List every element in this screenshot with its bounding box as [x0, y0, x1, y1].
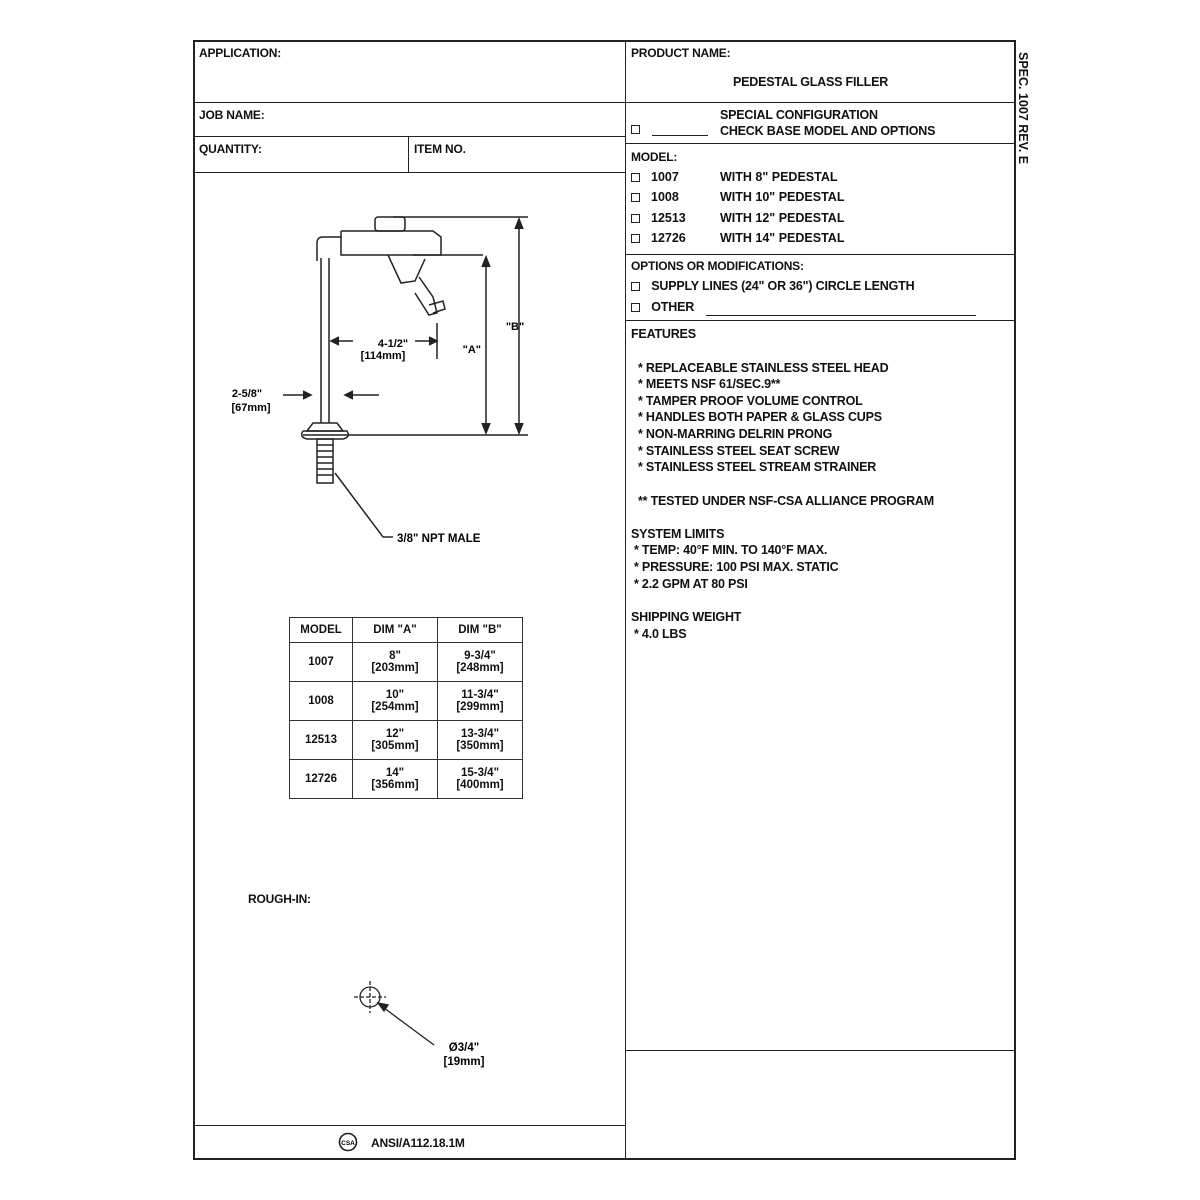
spec-id: SPEC. 1007 REV. E	[1016, 52, 1030, 165]
table-header-cell: DIM "B"	[438, 618, 523, 643]
model-code: 12726	[651, 231, 686, 245]
dim-a-value: 10"	[385, 689, 405, 701]
table-cell-dim-b	[438, 760, 523, 799]
option-other[interactable]	[631, 300, 694, 314]
dimension-table	[289, 617, 523, 799]
feature-item: * STAINLESS STEEL SEAT SCREW	[638, 444, 840, 458]
table-cell-dim-a	[353, 760, 438, 799]
system-limit-item: * PRESSURE: 100 PSI MAX. STATIC	[634, 560, 839, 574]
dim-b-value: 15-3/4"	[460, 767, 500, 779]
center-divider	[625, 40, 626, 1160]
special-config-line1: SPECIAL CONFIGURATION	[720, 108, 878, 122]
divider	[193, 1125, 625, 1126]
job-name-label: JOB NAME:	[199, 108, 265, 122]
divider	[625, 1050, 1016, 1051]
dim-width-label: 4-1/2"	[377, 338, 409, 350]
table-cell-dim-b	[438, 682, 523, 721]
features-label: FEATURES	[631, 327, 696, 341]
model-option[interactable]	[631, 211, 845, 225]
dim-a-value: 14"	[385, 767, 405, 779]
model-code: 12513	[651, 211, 686, 225]
dim-a-mm: [305mm]	[371, 740, 419, 752]
system-limit-item: * 2.2 GPM AT 80 PSI	[634, 577, 748, 591]
options-label: OPTIONS OR MODIFICATIONS:	[631, 259, 804, 273]
dim-a-mm: [356mm]	[371, 779, 419, 791]
model-checkbox[interactable]	[631, 214, 640, 223]
table-cell-model: 1008	[290, 682, 353, 721]
table-header-row	[290, 618, 523, 643]
rough-in-drawing	[340, 975, 520, 1075]
option-checkbox[interactable]	[631, 303, 640, 312]
rough-in-label: ROUGH-IN:	[248, 892, 311, 906]
thread-label: 3/8" NPT MALE	[397, 533, 481, 545]
table-cell-dim-b	[438, 643, 523, 682]
csa-logo	[338, 1132, 358, 1152]
application-label: APPLICATION:	[199, 46, 282, 60]
dim-width-mm-label: [114mm]	[360, 350, 406, 362]
table-cell-dim-a	[353, 721, 438, 760]
feature-item: * NON-MARRING DELRIN PRONG	[638, 427, 833, 441]
rough-in-hole-label: Ø3/4"	[448, 1042, 480, 1054]
dim-base-label: 2-5/8"	[231, 388, 263, 400]
table-row	[290, 760, 523, 799]
other-blank-line	[706, 315, 976, 316]
table-cell-model: 12513	[290, 721, 353, 760]
table-header-cell: DIM "A"	[353, 618, 438, 643]
shipping-weight-label: SHIPPING WEIGHT	[631, 610, 742, 624]
model-desc: WITH 14" PEDESTAL	[720, 231, 845, 245]
special-config-checkbox[interactable]	[631, 125, 640, 134]
csa-logo-text: CSA	[341, 1140, 355, 1147]
divider	[625, 102, 1016, 103]
item-no-label: ITEM NO.	[414, 142, 466, 156]
divider	[193, 136, 625, 137]
table-cell-dim-b	[438, 721, 523, 760]
table-cell-model: 1007	[290, 643, 353, 682]
option-supply-lines[interactable]	[631, 279, 914, 293]
table-row	[290, 643, 523, 682]
model-option[interactable]	[631, 231, 845, 245]
system-limit-item: * TEMP: 40°F MIN. TO 140°F MAX.	[634, 543, 828, 557]
glass-filler-drawing	[193, 173, 625, 573]
model-desc: WITH 10" PEDESTAL	[720, 190, 845, 204]
model-option[interactable]	[631, 170, 838, 184]
product-name: PEDESTAL GLASS FILLER	[733, 75, 889, 89]
divider	[193, 102, 625, 103]
model-code: 1008	[651, 190, 679, 204]
table-cell-dim-a	[353, 643, 438, 682]
dim-base-mm-label: [67mm]	[231, 402, 271, 414]
dim-b-value: 11-3/4"	[461, 689, 499, 701]
dim-b-label: "B"	[505, 321, 525, 333]
special-config-line2: CHECK BASE MODEL AND OPTIONS	[720, 124, 936, 138]
table-header-cell: MODEL	[290, 618, 353, 643]
divider	[625, 143, 1016, 144]
option-checkbox[interactable]	[631, 282, 640, 291]
feature-item: * HANDLES BOTH PAPER & GLASS CUPS	[638, 410, 882, 424]
dim-b-mm: [248mm]	[456, 662, 504, 674]
model-code: 1007	[651, 170, 679, 184]
divider	[625, 254, 1016, 255]
divider	[408, 136, 409, 172]
table-cell-dim-a	[353, 682, 438, 721]
dim-a-value: 12"	[385, 728, 405, 740]
dim-b-value: 13-3/4"	[460, 728, 500, 740]
standard-label: ANSI/A112.18.1M	[371, 1136, 465, 1150]
model-option[interactable]	[631, 190, 845, 204]
special-config-blank	[652, 135, 708, 136]
option-text: SUPPLY LINES (24" OR 36") CIRCLE LENGTH	[651, 279, 915, 293]
dim-b-mm: [299mm]	[456, 701, 504, 713]
dim-b-mm: [350mm]	[456, 740, 504, 752]
features-note: ** TESTED UNDER NSF-CSA ALLIANCE PROGRAM	[638, 494, 934, 508]
dim-b-mm: [400mm]	[456, 779, 504, 791]
quantity-label: QUANTITY:	[199, 142, 262, 156]
model-label: MODEL:	[631, 150, 678, 164]
option-text: OTHER	[651, 300, 695, 314]
table-row	[290, 682, 523, 721]
model-desc: WITH 12" PEDESTAL	[720, 211, 845, 225]
rough-in-hole-mm-label: [19mm]	[443, 1056, 485, 1068]
feature-item: * REPLACEABLE STAINLESS STEEL HEAD	[638, 361, 889, 375]
divider	[625, 320, 1016, 321]
dim-a-label: "A"	[462, 344, 481, 356]
shipping-weight-value: * 4.0 LBS	[634, 627, 687, 641]
model-desc: WITH 8" PEDESTAL	[720, 170, 838, 184]
system-limits-label: SYSTEM LIMITS	[631, 527, 725, 541]
table-cell-model: 12726	[290, 760, 353, 799]
product-name-label: PRODUCT NAME:	[631, 46, 731, 60]
model-checkbox[interactable]	[631, 173, 640, 182]
feature-item: * MEETS NSF 61/SEC.9**	[638, 377, 781, 391]
dim-a-mm: [203mm]	[371, 662, 419, 674]
feature-item: * TAMPER PROOF VOLUME CONTROL	[638, 394, 863, 408]
model-checkbox[interactable]	[631, 193, 640, 202]
model-checkbox[interactable]	[631, 234, 640, 243]
dim-b-value: 9-3/4"	[464, 650, 496, 662]
feature-item: * STAINLESS STEEL STREAM STRAINER	[638, 460, 877, 474]
dim-a-value: 8"	[389, 650, 401, 662]
table-row	[290, 721, 523, 760]
dim-a-mm: [254mm]	[371, 701, 419, 713]
